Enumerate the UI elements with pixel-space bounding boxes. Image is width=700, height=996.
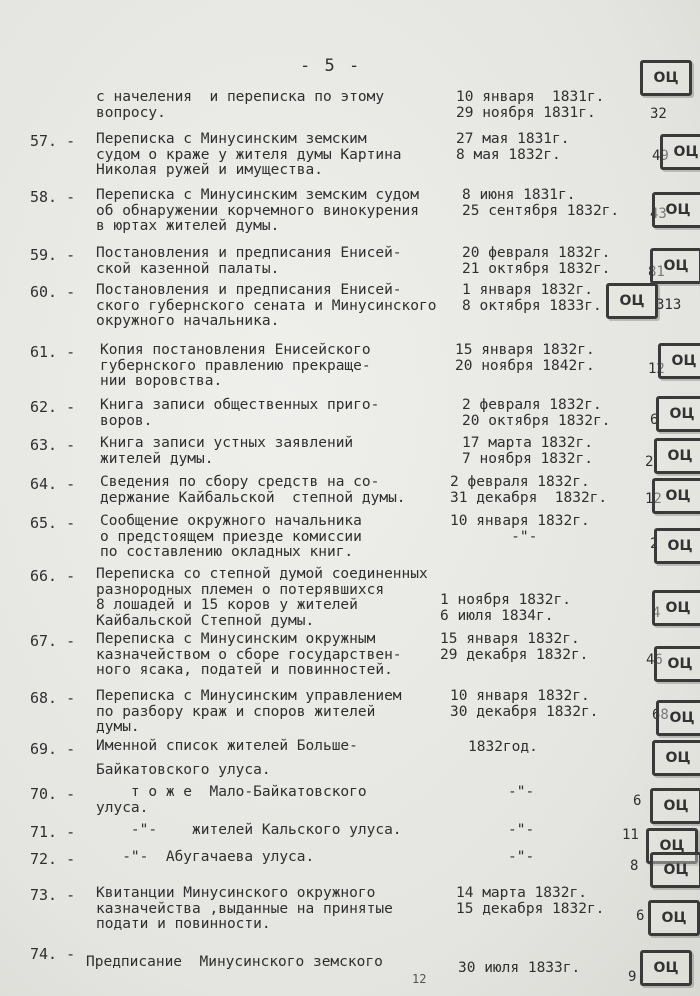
entry-dates: 27 мая 1831г. 8 мая 1832г. — [456, 131, 570, 163]
entry-dates: 1 ноября 1832г. 6 июля 1834г. — [440, 592, 571, 624]
entry-dates: 15 января 1832г. 20 ноября 1842г. — [455, 342, 595, 374]
entry-number: 59. - — [30, 246, 76, 264]
entry-description: Сведения по сбору средств на со- держание Кайбальской степной думы. — [100, 474, 406, 506]
entry-dates: -"- — [508, 822, 535, 838]
entry-description: Переписка со степной думой соединенных разнородных племен о потерявшихся 8 лошадей и 15 коров у жителей Кайбальской Степной думы. — [96, 566, 428, 629]
entry-dates: 15 января 1832г. 29 декабря 1832г. — [440, 631, 589, 663]
entry-description: Переписка с Минусинским управлением по разбору краж и споров жителей думы. — [96, 688, 402, 735]
entry-number: 68. - — [30, 689, 76, 707]
entry-description: Переписка с Минусинским окружным казначейством о сборе государствен- ного ясака, податей и повинностей. — [96, 631, 402, 678]
entry-sheets: 6 — [633, 793, 642, 809]
entry-number: 73. - — [30, 886, 76, 904]
entry-description: Постановления и предписания Енисей- ского губернского сената и Минусинского окружного начальника. — [96, 282, 437, 329]
entry-description: Именной список жителей Больше- Байкатовского улуса. — [96, 738, 358, 778]
entry-dates: 8 июня 1831г. 25 сентября 1832г. — [462, 187, 620, 219]
entry-number: 70. - — [30, 785, 76, 803]
entry-sheets: 9 — [628, 969, 637, 985]
entry-number: 71. - — [30, 823, 76, 841]
entry-sheets: 49 — [652, 148, 669, 164]
entry-dates: 14 марта 1832г. 15 декабря 1832г. — [456, 885, 605, 917]
entry-number: 66. - — [30, 567, 76, 585]
stamp: ОЦ — [650, 852, 700, 888]
stamp: ОЦ — [654, 528, 700, 564]
entry-dates: 10 января 1831г. 29 ноября 1831г. — [456, 89, 605, 121]
entry-dates: 30 июля 1833г. — [458, 960, 581, 976]
stamp: ОЦ — [652, 740, 700, 776]
entry-sheets: 12 — [645, 491, 662, 507]
stamp: ОЦ — [658, 343, 700, 379]
entry-description: -"- Абугачаева улуса. — [96, 849, 315, 865]
entry-description: Переписка с Минусинским земским судом об обнаружении корчемного винокурения в юртах жителей думы. — [96, 187, 420, 234]
footer-mark: 12 — [412, 972, 427, 986]
entry-sheets: 2 — [645, 454, 654, 470]
entry-number: 61. - — [30, 343, 76, 361]
page-number: - 5 - — [300, 56, 362, 76]
entry-dates: 10 января 1832г. 30 декабря 1832г. — [450, 688, 599, 720]
entry-description: Копия постановления Енисейского губернского правлению прекраще- нии воровства. — [100, 342, 371, 389]
entry-description: Предписание Минусинского земского — [86, 954, 383, 970]
stamp: ОЦ — [650, 248, 700, 284]
entry-sheets: 32 — [650, 106, 667, 122]
entry-dates: 2 февраля 1832г. 20 октября 1832г. — [462, 397, 611, 429]
entry-sheets: 6 — [650, 412, 659, 428]
entry-number: 57. - — [30, 132, 76, 150]
entry-sheets: 43 — [650, 206, 667, 222]
entry-dates: 1 января 1832г. 8 октября 1833г. — [462, 282, 602, 314]
stamp: ОЦ — [606, 283, 658, 319]
entry-dates: 20 февраля 1832г. 21 октября 1832г. — [462, 245, 611, 277]
stamp: ОЦ — [656, 396, 700, 432]
stamp: ОЦ — [652, 192, 700, 228]
stamp: ОЦ — [648, 900, 700, 936]
entry-sheets: 12 — [648, 361, 665, 377]
stamp: ОЦ — [652, 590, 700, 626]
entry-dates: 1832год. — [468, 739, 538, 755]
entry-number: 72. - — [30, 850, 76, 868]
entry-number: 63. - — [30, 436, 76, 454]
stamp: ОЦ — [646, 828, 698, 864]
entry-sheets: 2 — [650, 536, 659, 552]
entry-dates: 17 марта 1832г. 7 ноября 1832г. — [462, 435, 593, 467]
entry-sheets: 4 — [652, 605, 661, 621]
entry-sheets: 11 — [622, 827, 639, 843]
entry-number: 58. - — [30, 188, 76, 206]
entry-sheets: 81 — [648, 264, 665, 280]
entry-sheets: 6 — [636, 908, 645, 924]
entry-dates: 2 февраля 1832г. 31 декабря 1832г. — [450, 474, 608, 506]
entry-description: Сообщение окружного начальника о предстоящем приезде комиссии по составлению окладных книг. — [100, 513, 362, 560]
stamp: ОЦ — [650, 788, 700, 824]
entry-number: 65. - — [30, 514, 76, 532]
entry-description: Переписка с Минусинским земским судом о краже у жителя думы Картина Николая ружей и имущества. — [96, 131, 402, 178]
entry-number: 67. - — [30, 632, 76, 650]
entry-sheets: 46 — [646, 652, 663, 668]
stamp: ОЦ — [640, 60, 692, 96]
entry-sheets: 8 — [630, 858, 639, 874]
entry-number: 69. - — [30, 740, 76, 758]
stamp: ОЦ — [656, 700, 700, 736]
entry-dates: 10 января 1832г. -"- — [450, 513, 590, 545]
entry-description: Книга записи общественных приго- воров. — [100, 397, 380, 429]
entry-sheets: 68 — [652, 707, 669, 723]
stamp: ОЦ — [652, 478, 700, 514]
entry-number: 64. - — [30, 475, 76, 493]
entry-description: -"- жителей Кальского улуса. — [96, 822, 402, 838]
stamp: ОЦ — [654, 438, 700, 474]
entry-description: с начеления и переписка по этому вопросу. — [96, 89, 385, 121]
entry-dates: -"- — [508, 784, 535, 800]
entry-sheets: 313 — [656, 297, 682, 313]
entry-number: 62. - — [30, 398, 76, 416]
entry-description: т о ж е Мало-Байкатовского улуса. — [96, 784, 367, 816]
entry-number: 60. - — [30, 283, 76, 301]
entry-description: Постановления и предписания Енисей- ской казенной палаты. — [96, 245, 402, 277]
entry-description: Квитанции Минусинского окружного казначейства ,выданные на принятые подати и повинности. — [96, 885, 393, 932]
entry-dates: -"- — [508, 849, 535, 865]
stamp: ОЦ — [640, 950, 692, 986]
entry-number: 74. - — [30, 945, 76, 963]
stamp: ОЦ — [654, 646, 700, 682]
stamp: ОЦ — [660, 134, 700, 170]
entry-description: Книга записи устных заявлений жителей думы. — [100, 435, 354, 467]
